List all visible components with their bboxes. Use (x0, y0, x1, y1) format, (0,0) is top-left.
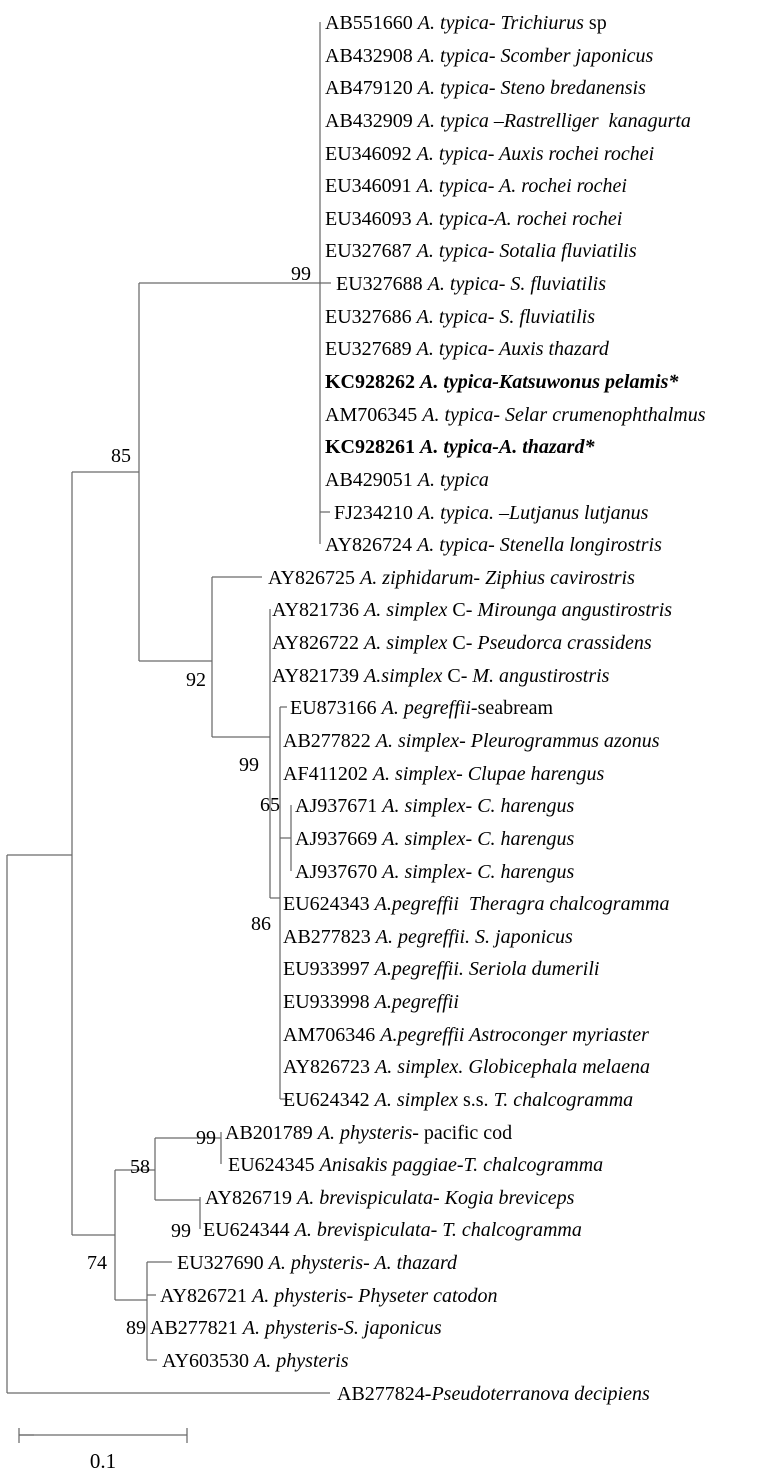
taxon-label: AF411202 A. simplex- Clupae harengus (283, 763, 605, 785)
bootstrap-value: 65 (260, 794, 280, 816)
taxon-label: AB277822 A. simplex- Pleurogrammus azonus (283, 730, 660, 752)
taxon-label: AB432908 A. typica- Scomber japonicus (325, 45, 654, 67)
taxon-label: AB479120 A. typica- Steno bredanensis (325, 77, 646, 99)
taxon-label: EU346091 A. typica- A. rochei rochei (325, 175, 627, 197)
taxon-label: EU624345 Anisakis paggiae-T. chalcogramma (228, 1154, 604, 1176)
scale-bar (19, 1428, 187, 1473)
scale-bar-label: 0.1 (89, 1449, 117, 1473)
taxon-label: EU346092 A. typica- Auxis rochei rochei (325, 143, 655, 165)
taxon-label: AY826725 A. ziphidarum- Ziphius cavirostris (268, 567, 635, 589)
taxon-label: EU624344 A. brevispiculata- T. chalcogramma (203, 1219, 582, 1241)
bootstrap-value: 99 (171, 1220, 191, 1242)
taxon-label: EU327687 A. typica- Sotalia fluviatilis (325, 240, 637, 262)
taxon-label: EU624342 A. simplex s.s. T. chalcogramma (283, 1089, 634, 1111)
taxon-label: AY826724 A. typica- Stenella longirostris (325, 534, 662, 556)
taxon-label: AY826722 A. simplex C- Pseudorca crassidens (272, 632, 652, 654)
bootstrap-value: 99 (291, 263, 311, 285)
taxon-label: AY826723 A. simplex. Globicephala melaena (283, 1056, 650, 1078)
taxon-label: EU327686 A. typica- S. fluviatilis (325, 306, 595, 328)
taxon-label: EU933997 A.pegreffii. Seriola dumerili (283, 958, 600, 980)
bootstrap-value: 92 (186, 669, 206, 691)
taxon-label: AM706346 A.pegreffii Astroconger myriaster (283, 1024, 649, 1046)
taxon-label: AB551660 A. typica- Trichiurus sp (325, 12, 607, 34)
taxon-label: AB429051 A. typica (325, 469, 489, 491)
taxon-label: AY603530 A. physteris (162, 1350, 349, 1372)
bootstrap-value: 85 (111, 445, 131, 467)
taxon-label: AM706345 A. typica- Selar crumenophthalmus (325, 404, 706, 426)
bootstrap-value: 74 (87, 1252, 107, 1274)
taxon-label: EU327689 A. typica- Auxis thazard (325, 338, 609, 360)
taxon-label: AB277823 A. pegreffii. S. japonicus (283, 926, 573, 948)
bootstrap-value: 99 (196, 1127, 216, 1149)
taxon-label: AY821736 A. simplex C- Mirounga angustirostris (272, 599, 673, 621)
taxon-label: EU624343 A.pegreffii Theragra chalcogramma (283, 893, 670, 915)
bootstrap-value: 58 (130, 1156, 150, 1178)
taxon-label: EU873166 A. pegreffii-seabream (290, 697, 554, 719)
taxon-label: AB432909 A. typica –Rastrelliger kanagurta (325, 110, 691, 132)
taxon-label: AB277824-Pseudoterranova decipiens (337, 1383, 650, 1405)
taxon-label: AB201789 A. physteris- pacific cod (225, 1122, 513, 1144)
taxon-label: EU327690 A. physteris- A. thazard (177, 1252, 458, 1274)
taxon-label: EU327688 A. typica- S. fluviatilis (336, 273, 606, 295)
taxon-label: FJ234210 A. typica. –Lutjanus lutjanus (334, 502, 649, 524)
taxon-label: AY826719 A. brevispiculata- Kogia breviceps (205, 1187, 575, 1209)
taxon-label: AB277821 A. physteris-S. japonicus (150, 1317, 442, 1339)
bootstrap-value: 86 (251, 913, 271, 935)
tree-labels-layer (87, 12, 706, 1405)
taxon-label: AJ937670 A. simplex- C. harengus (295, 861, 575, 883)
taxon-label: EU346093 A. typica-A. rochei rochei (325, 208, 623, 230)
bootstrap-value: 89 (126, 1317, 146, 1339)
taxon-label: EU933998 A.pegreffii (283, 991, 459, 1013)
bootstrap-value: 99 (239, 754, 259, 776)
taxon-label: AY821739 A.simplex C- M. angustirostris (272, 665, 610, 687)
taxon-label: KC928262 A. typica-Katsuwonus pelamis* (325, 371, 679, 393)
taxon-label: AJ937669 A. simplex- C. harengus (295, 828, 575, 850)
taxon-label: AJ937671 A. simplex- C. harengus (295, 795, 575, 817)
taxon-label: AY826721 A. physteris- Physeter catodon (160, 1285, 498, 1307)
taxon-label: KC928261 A. typica-A. thazard* (325, 436, 595, 458)
